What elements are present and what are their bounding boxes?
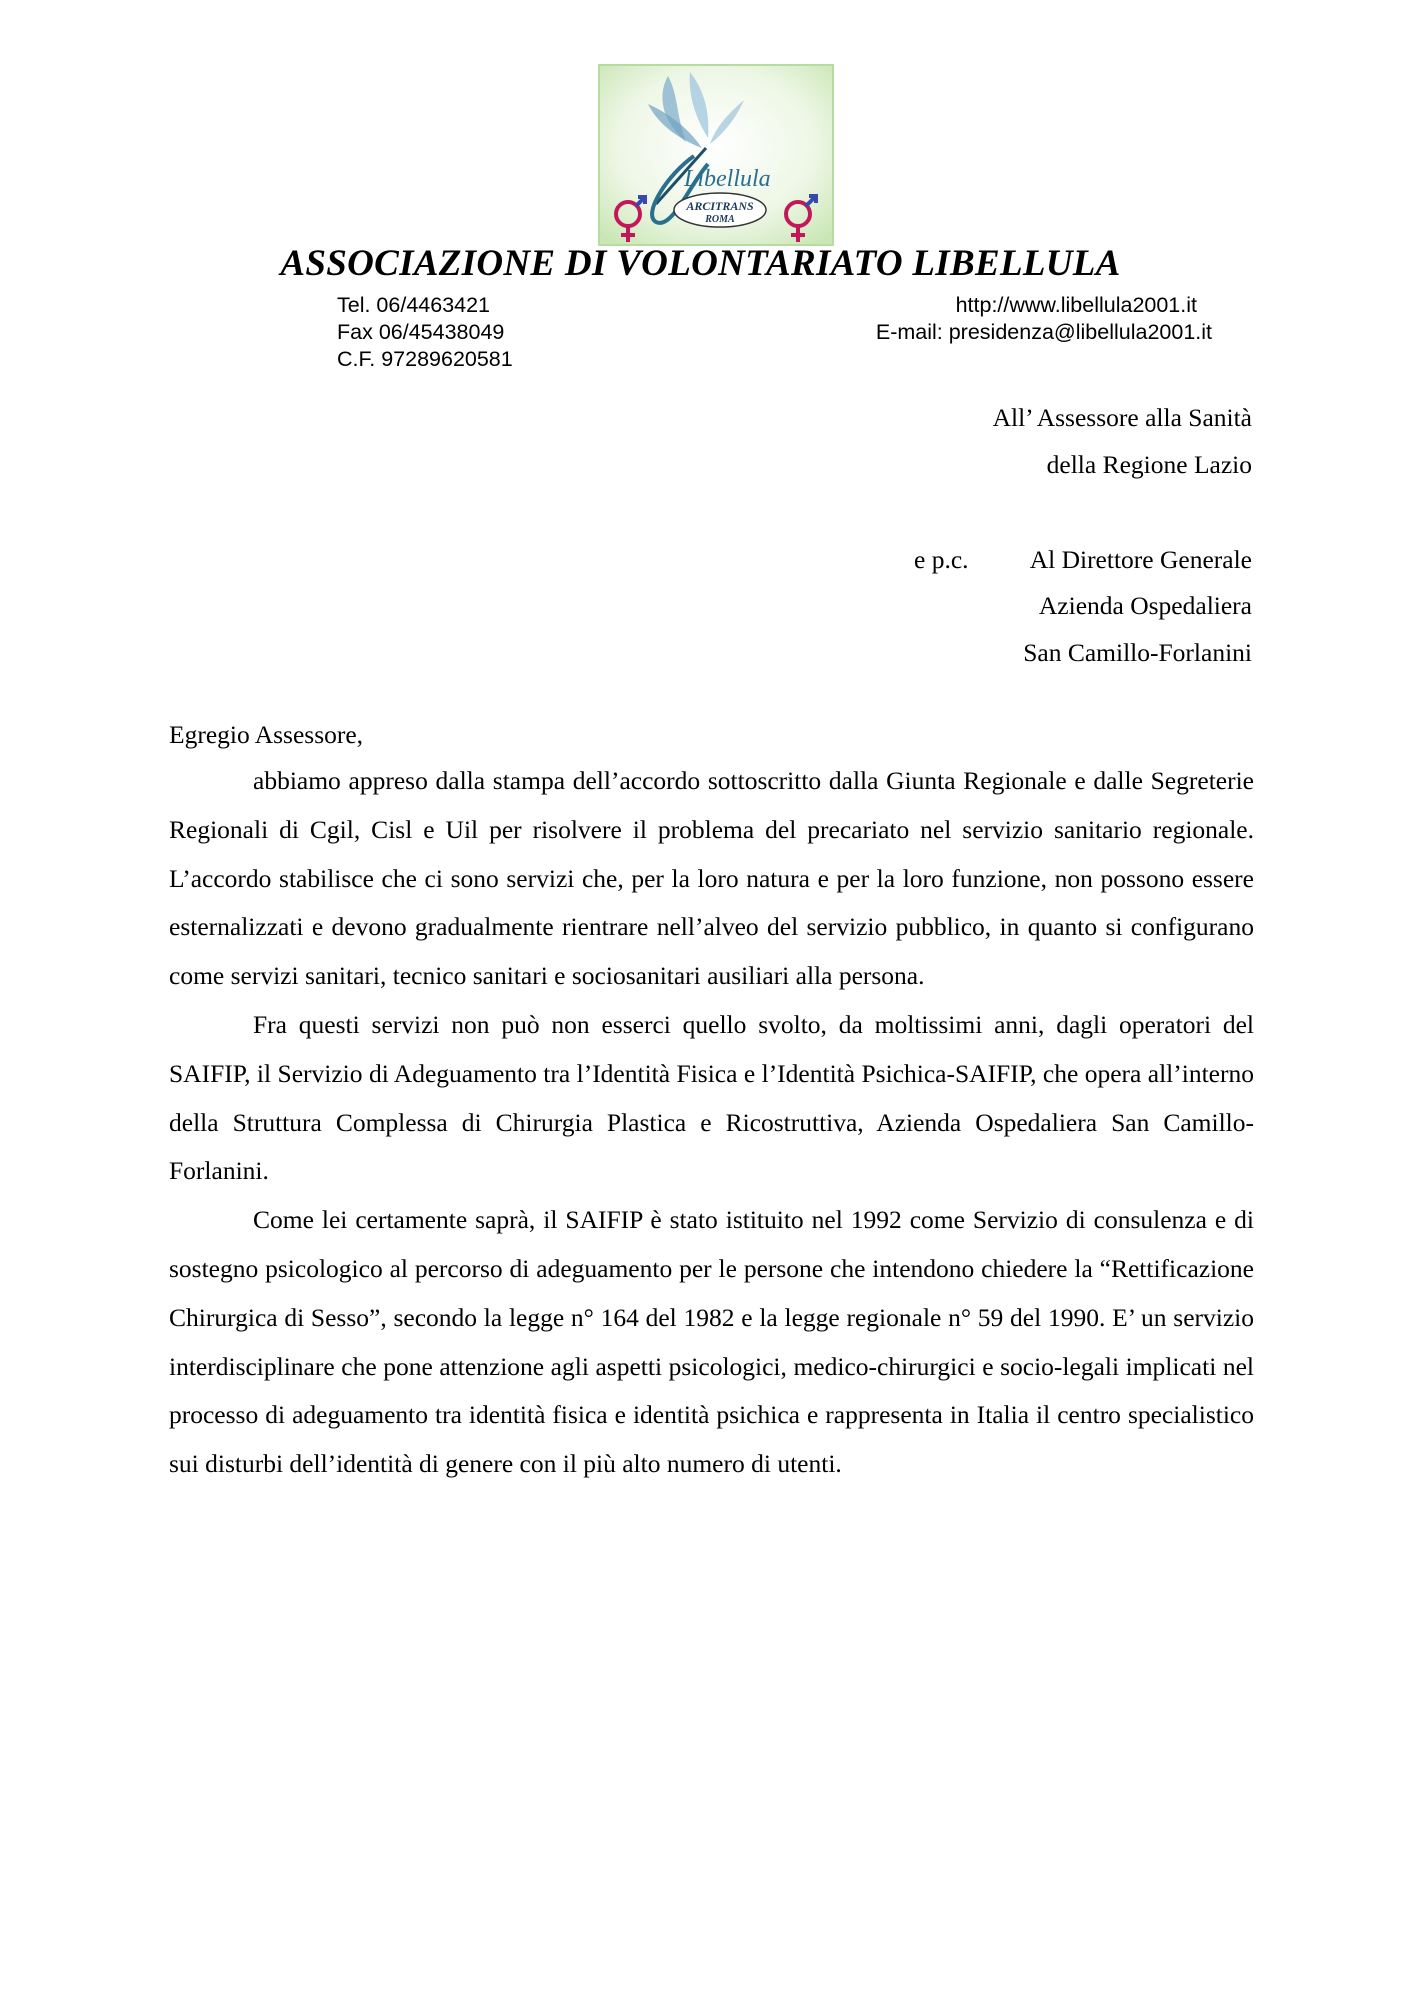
email-address[interactable]: E-mail: presidenza@libellula2001.it xyxy=(875,320,1212,344)
recipient-line-1: All’ Assessore alla Sanità xyxy=(992,403,1252,432)
fax-number: Fax 06/45438049 xyxy=(337,320,505,344)
dragonfly-logo-icon xyxy=(598,64,834,246)
cc-line-3: San Camillo-Forlanini xyxy=(1023,638,1252,667)
association-title: ASSOCIAZIONE DI VOLONTARIATO LIBELLULA xyxy=(280,243,1121,284)
body-paragraph-1: abbiamo appreso dalla stampa dell’accordo sottoscritto dalla Giunta Regionale e dalle Segreterie Regionali di Cgil, Cisl e Uil per risolvere il problema del precariato nel servizio sanitario regionale. L’accordo stabilisce che ci sono servizi che, per la loro natura e per la loro funzione, non possono essere esternalizzati e devono gradualmente rientrare nell’alveo del servizio pubblico, in quanto si configurano come servizi sanitari, tecnico sanitari e sociosanitari ausiliari alla persona. xyxy=(169,766,1254,991)
logo-banner-text-2: ROMA xyxy=(705,214,735,225)
cc-line-2: Azienda Ospedaliera xyxy=(1038,591,1252,620)
recipient-line-2: della Regione Lazio xyxy=(1046,450,1252,479)
body-paragraph-2: Fra questi servizi non può non esserci quello svolto, da moltissimi anni, dagli operatori del SAIFIP, il Servizio di Adeguamento tra l’Identità Fisica e l’Identità Psichica-SAIFIP, che opera all’interno della Struttura Complessa di Chirurgia Plastica e Ricostruttiva, Azienda Ospedaliera San Camillo-Forlanini. xyxy=(169,1009,1254,1186)
logo-script-text: Libellula xyxy=(684,166,771,192)
cc-label: e p.c. xyxy=(914,545,969,574)
website-link[interactable]: http://www.libellula2001.it xyxy=(955,293,1197,317)
body-paragraph-3: Come lei certamente saprà, il SAIFIP è stato istituito nel 1992 come Servizio di consulenza e di sostegno psicologico al percorso di adeguamento per le persone che intendono chiedere la “Rettificazione Chirurgica di Sesso”, secondo la legge n° 164 del 1982 e la legge regionale n° 59 del 1990. E’ un servizio interdisciplinare che pone attenzione agli aspetti psicologici, medico-chirurgici e socio-legali implicati nel processo di adeguamento tra identità fisica e identità psichica e rappresenta in Italia il centro specialistico sui disturbi dell’identità di genere con il più alto numero di utenti. xyxy=(169,1205,1254,1479)
letter-body xyxy=(169,757,1254,1489)
fiscal-code: C.F. 97289620581 xyxy=(337,347,513,371)
phone-number: Tel. 06/4463421 xyxy=(337,293,491,317)
cc-line-1: Al Direttore Generale xyxy=(1029,545,1252,574)
logo-banner-text-1: ARCITRANS xyxy=(686,199,754,213)
salutation: Egregio Assessore, xyxy=(169,720,364,749)
libellula-logo xyxy=(598,64,834,246)
